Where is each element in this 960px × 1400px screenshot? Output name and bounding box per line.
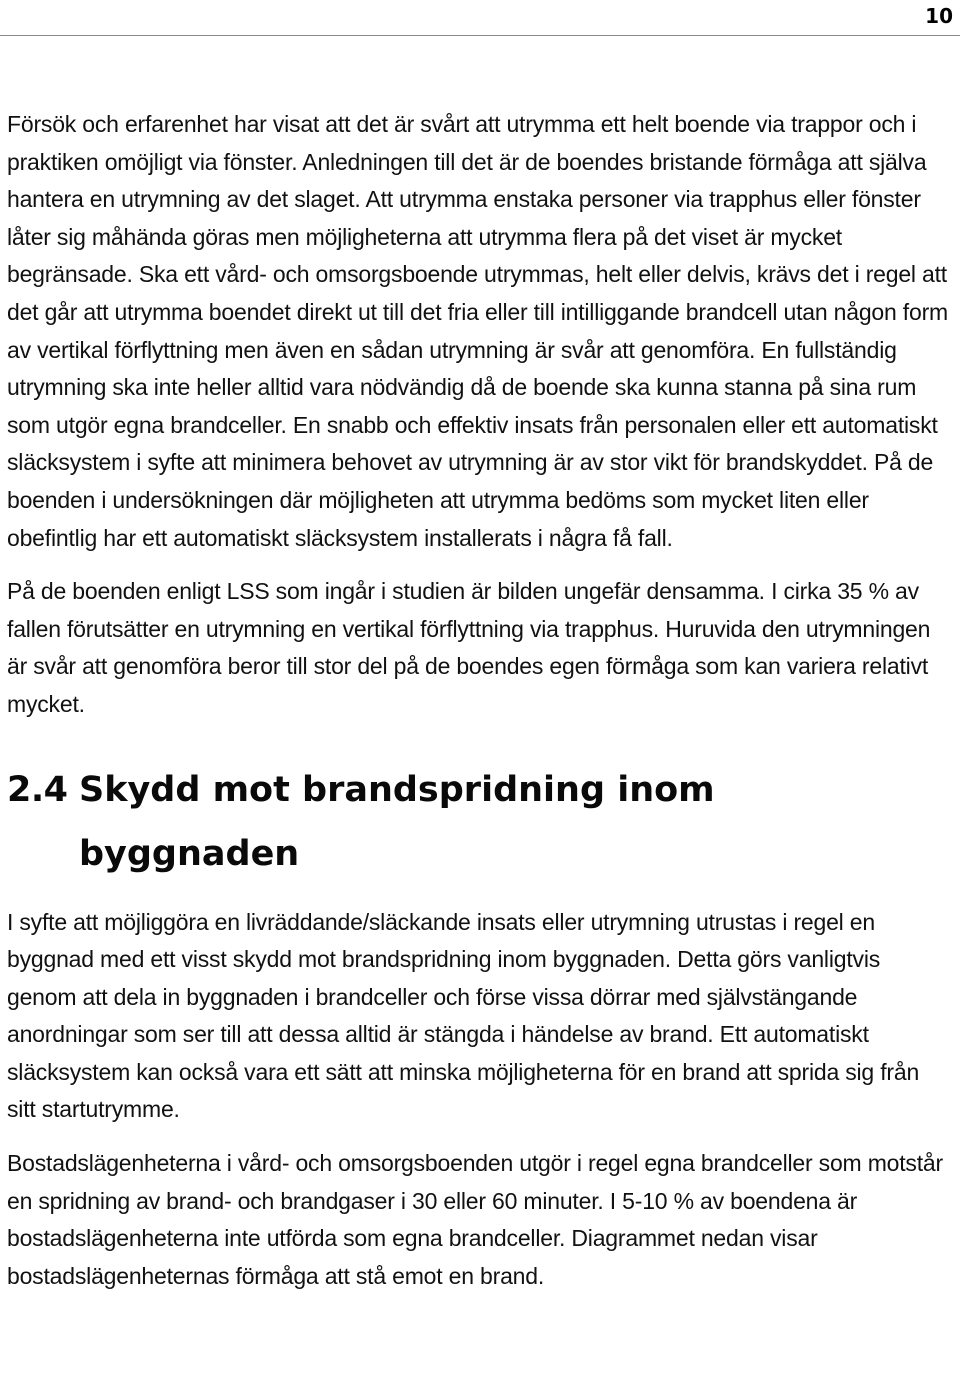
section-title: Skydd mot brandspridning inom byggnaden xyxy=(79,769,715,874)
header-divider xyxy=(0,35,960,36)
section-number: 2.4 xyxy=(7,769,68,810)
body-paragraph-lss-homes: På de boenden enligt LSS som ingår i studien är bilden ungefär densamma. I cirka 35 % av fallen förutsätter en utrymning en vertikal förflyttning via trapphus. Huruvida den utrymningen är svår att genomföra beror till stor del på de boendes egen förmåga som kan variera relativt mycket. xyxy=(7,578,931,717)
body-paragraph-evacuation-difficulty: Försök och erfarenhet har visat att det är svårt att utrymma ett helt boende via trappor och i praktiken omöjligt via fönster. Anledningen till det är de boendes bristande förmåga att själva hantera en utrymning av det slaget. Att utrymma enstaka personer via trapphus eller fönster låter sig måhända göras men möjligheterna att utrymma flera på det viset är mycket begränsade. Ska ett vård- och omsorgsboende utrymmas, helt eller delvis, krävs det i regel att det går att utrymma boendet direkt ut till det fria eller till intilliggande brandcell utan någon form av vertikal förflyttning men även en sådan utrymning är svår att genomföra. En fullständig utrymning ska inte heller alltid vara nödvändig då de boende ska kunna stanna på sina rum som utgör egna brandceller. En snabb och effektiv insats från personalen eller ett automatiskt släcksystem i syfte att minimera behovet av utrymning är av stor vikt för brandskyddet. På de boenden i undersökningen där möjligheten att utrymma bedöms som mycket liten eller obefintlig har ett automatiskt släcksystem installerats i några få fall. xyxy=(7,111,949,551)
page-content xyxy=(7,106,952,1295)
body-paragraph-apartment-fire-cells: Bostadslägenheterna i vård- och omsorgsboenden utgör i regel egna brandceller som motstår en spridning av brand- och brandgaser i 30 eller 60 minuter. I 5-10 % av boendena är bostadslägenheterna inte utförda som egna brandceller. Diagrammet nedan visar bostadslägenheternas förmåga att stå emot en brand. xyxy=(7,1150,943,1289)
body-paragraph-fire-spread-protection: I syfte att möjliggöra en livräddande/släckande insats eller utrymning utrustas i regel en byggnad med ett visst skydd mot brandspridning inom byggnaden. Detta görs vanligtvis genom att dela in byggnaden i brandceller och förse vissa dörrar med självstängande anordningar som ser till att dessa alltid är stängda i händelse av brand. Ett automatiskt släcksystem kan också vara ett sätt att minska möjligheterna för en brand att sprida sig från sitt startutrymme. xyxy=(7,908,920,1123)
page-number: 10 xyxy=(925,4,953,28)
section-heading xyxy=(7,758,952,886)
